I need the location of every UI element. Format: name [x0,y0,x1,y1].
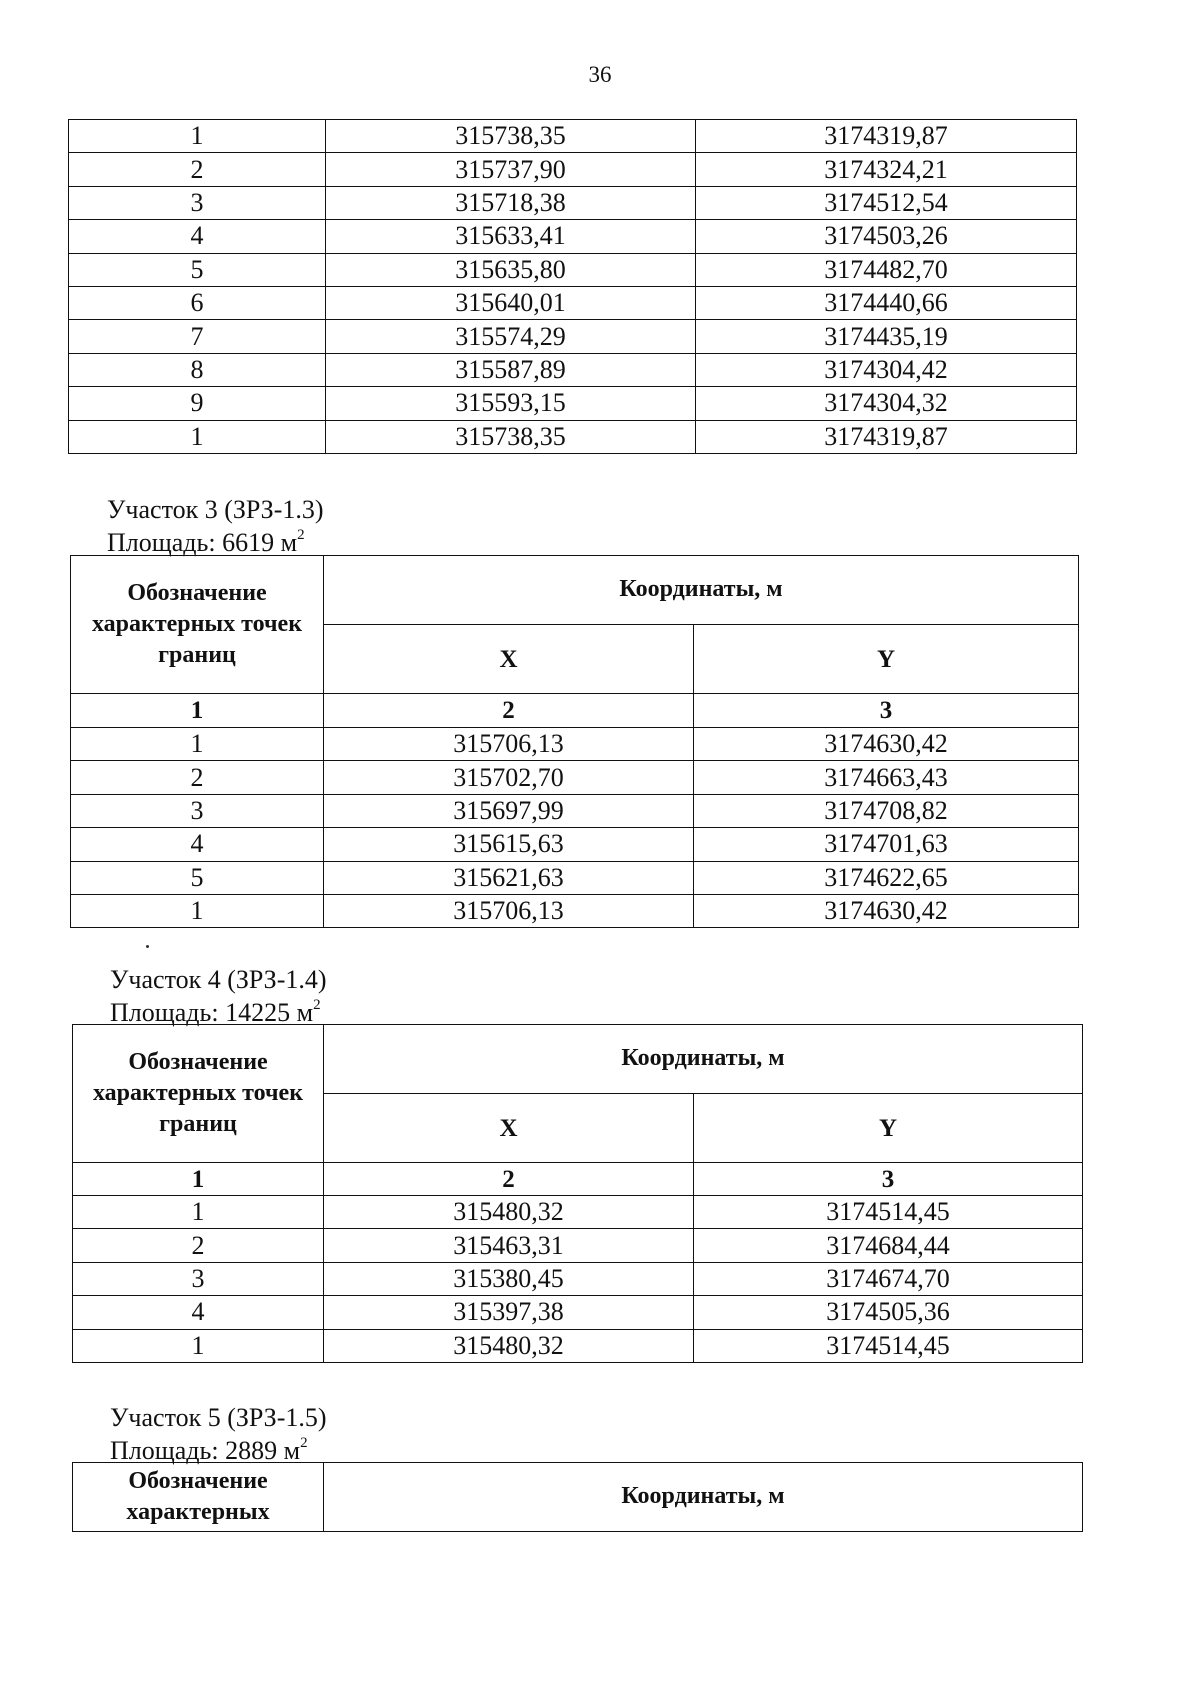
coordinates-header: Координаты, м [324,1025,1083,1094]
column-number: 3 [694,1163,1083,1196]
point-number-cell: 5 [71,861,324,894]
column-number: 2 [324,1163,694,1196]
x-coordinate-cell: 315737,90 [326,153,696,186]
x-coordinate-cell: 315702,70 [324,761,694,794]
table-body [71,728,1079,928]
x-coordinate-cell: 315380,45 [324,1262,694,1295]
x-coordinate-cell: 315574,29 [326,320,696,353]
table-row [69,220,1077,253]
point-number-cell: 5 [69,253,326,286]
section-5-title: Участок 5 (ЗРЗ-1.5) [110,1403,327,1432]
x-coordinate-cell: 315738,35 [326,120,696,153]
point-number-cell: 1 [69,120,326,153]
section-3-title: Участок 3 (ЗРЗ-1.3) [107,495,324,524]
point-number-cell: 2 [69,153,326,186]
table-row [71,828,1079,861]
section-3-area: Площадь: 6619 $м^2$ [107,527,305,557]
point-number-cell: 4 [73,1296,324,1329]
point-number-cell: 1 [69,420,326,453]
table-row [71,861,1079,894]
point-number-cell: 4 [69,220,326,253]
x-header: X [324,625,694,694]
y-coordinate-cell: 3174440,66 [696,286,1077,319]
y-coordinate-cell: 3174708,82 [694,794,1079,827]
x-coordinate-cell: 315697,99 [324,794,694,827]
x-coordinate-cell: 315718,38 [326,186,696,219]
page-number: 36 [588,62,612,87]
x-header: X [324,1094,694,1163]
section-4-title: Участок 4 (ЗРЗ-1.4) [110,965,327,994]
point-number-cell: 1 [73,1196,324,1229]
y-coordinate-cell: 3174630,42 [694,894,1079,927]
point-number-cell: 8 [69,353,326,386]
table-row [71,794,1079,827]
y-coordinate-cell: 3174482,70 [696,253,1077,286]
section-3-caption [107,493,324,559]
y-coordinate-cell: 3174674,70 [694,1262,1083,1295]
table-row [69,353,1077,386]
y-coordinate-cell: 3174684,44 [694,1229,1083,1262]
coordinates-table-section-5 [72,1462,1083,1532]
column-number: 1 [71,694,324,728]
point-designation-header: Обозначение характерных точек границ [71,556,324,694]
x-coordinate-cell: 315633,41 [326,220,696,253]
column-number: 1 [73,1163,324,1196]
x-coordinate-cell: 315621,63 [324,861,694,894]
y-coordinate-cell: 3174512,54 [696,186,1077,219]
table-row [69,120,1077,153]
x-coordinate-cell: 315615,63 [324,828,694,861]
section-5-area: Площадь: 2889 $м^2$ [110,1435,308,1465]
table-header [73,1025,1083,1196]
y-coordinate-cell: 3174514,45 [694,1196,1083,1229]
y-coordinate-cell: 3174622,65 [694,861,1079,894]
y-coordinate-cell: 3174324,21 [696,153,1077,186]
table-body [73,1196,1083,1363]
table-row [69,253,1077,286]
y-coordinate-cell: 3174514,45 [694,1329,1083,1362]
coordinates-table-section-4 [72,1024,1083,1363]
y-header: Y [694,625,1079,694]
table-row [73,1229,1083,1262]
point-number-cell: 1 [71,728,324,761]
table-row [73,1196,1083,1229]
coordinates-table-continued [68,119,1077,454]
point-number-cell: 3 [69,186,326,219]
point-number-cell: 3 [73,1262,324,1295]
x-coordinate-cell: 315635,80 [326,253,696,286]
x-coordinate-cell: 315397,38 [324,1296,694,1329]
table-row [71,728,1079,761]
x-coordinate-cell: 315463,31 [324,1229,694,1262]
coordinates-header: Координаты, м [324,556,1079,625]
section-4-caption [110,963,327,1029]
table-row [69,320,1077,353]
point-number-cell: 1 [71,894,324,927]
table-row [69,153,1077,186]
x-coordinate-cell: 315480,32 [324,1329,694,1362]
column-number: 2 [324,694,694,728]
point-number-cell: 2 [73,1229,324,1262]
x-coordinate-cell: 315706,13 [324,894,694,927]
point-number-cell: 4 [71,828,324,861]
y-coordinate-cell: 3174319,87 [696,420,1077,453]
point-number-cell: 2 [71,761,324,794]
table-row [69,387,1077,420]
table-row [69,186,1077,219]
speck [146,945,149,948]
point-number-cell: 7 [69,320,326,353]
y-coordinate-cell: 3174304,32 [696,387,1077,420]
y-coordinate-cell: 3174319,87 [696,120,1077,153]
section-4-area: Площадь: 14225 $м^2$ [110,997,321,1027]
y-coordinate-cell: 3174701,63 [694,828,1079,861]
table-row [73,1329,1083,1362]
point-number-cell: 9 [69,387,326,420]
table-header [71,556,1079,728]
coordinates-header: Координаты, м [324,1463,1083,1532]
x-coordinate-cell: 315587,89 [326,353,696,386]
table-header [73,1463,1083,1532]
x-coordinate-cell: 315706,13 [324,728,694,761]
point-number-cell: 6 [69,286,326,319]
x-coordinate-cell: 315738,35 [326,420,696,453]
point-designation-header: Обозначение характерных точек границ [73,1025,324,1163]
table-row [73,1262,1083,1295]
point-designation-header: Обозначение характерных [73,1463,324,1532]
x-coordinate-cell: 315640,01 [326,286,696,319]
table-row [71,894,1079,927]
table-row [73,1296,1083,1329]
point-number-cell: 3 [71,794,324,827]
coordinates-table-section-3 [70,555,1079,928]
section-5-caption [110,1401,327,1467]
y-coordinate-cell: 3174503,26 [696,220,1077,253]
table-row [71,761,1079,794]
y-header: Y [694,1094,1083,1163]
table-body [69,120,1077,454]
point-number-cell: 1 [73,1329,324,1362]
y-coordinate-cell: 3174663,43 [694,761,1079,794]
table-row [69,420,1077,453]
y-coordinate-cell: 3174505,36 [694,1296,1083,1329]
column-number: 3 [694,694,1079,728]
x-coordinate-cell: 315593,15 [326,387,696,420]
y-coordinate-cell: 3174435,19 [696,320,1077,353]
table-row [69,286,1077,319]
y-coordinate-cell: 3174304,42 [696,353,1077,386]
y-coordinate-cell: 3174630,42 [694,728,1079,761]
x-coordinate-cell: 315480,32 [324,1196,694,1229]
